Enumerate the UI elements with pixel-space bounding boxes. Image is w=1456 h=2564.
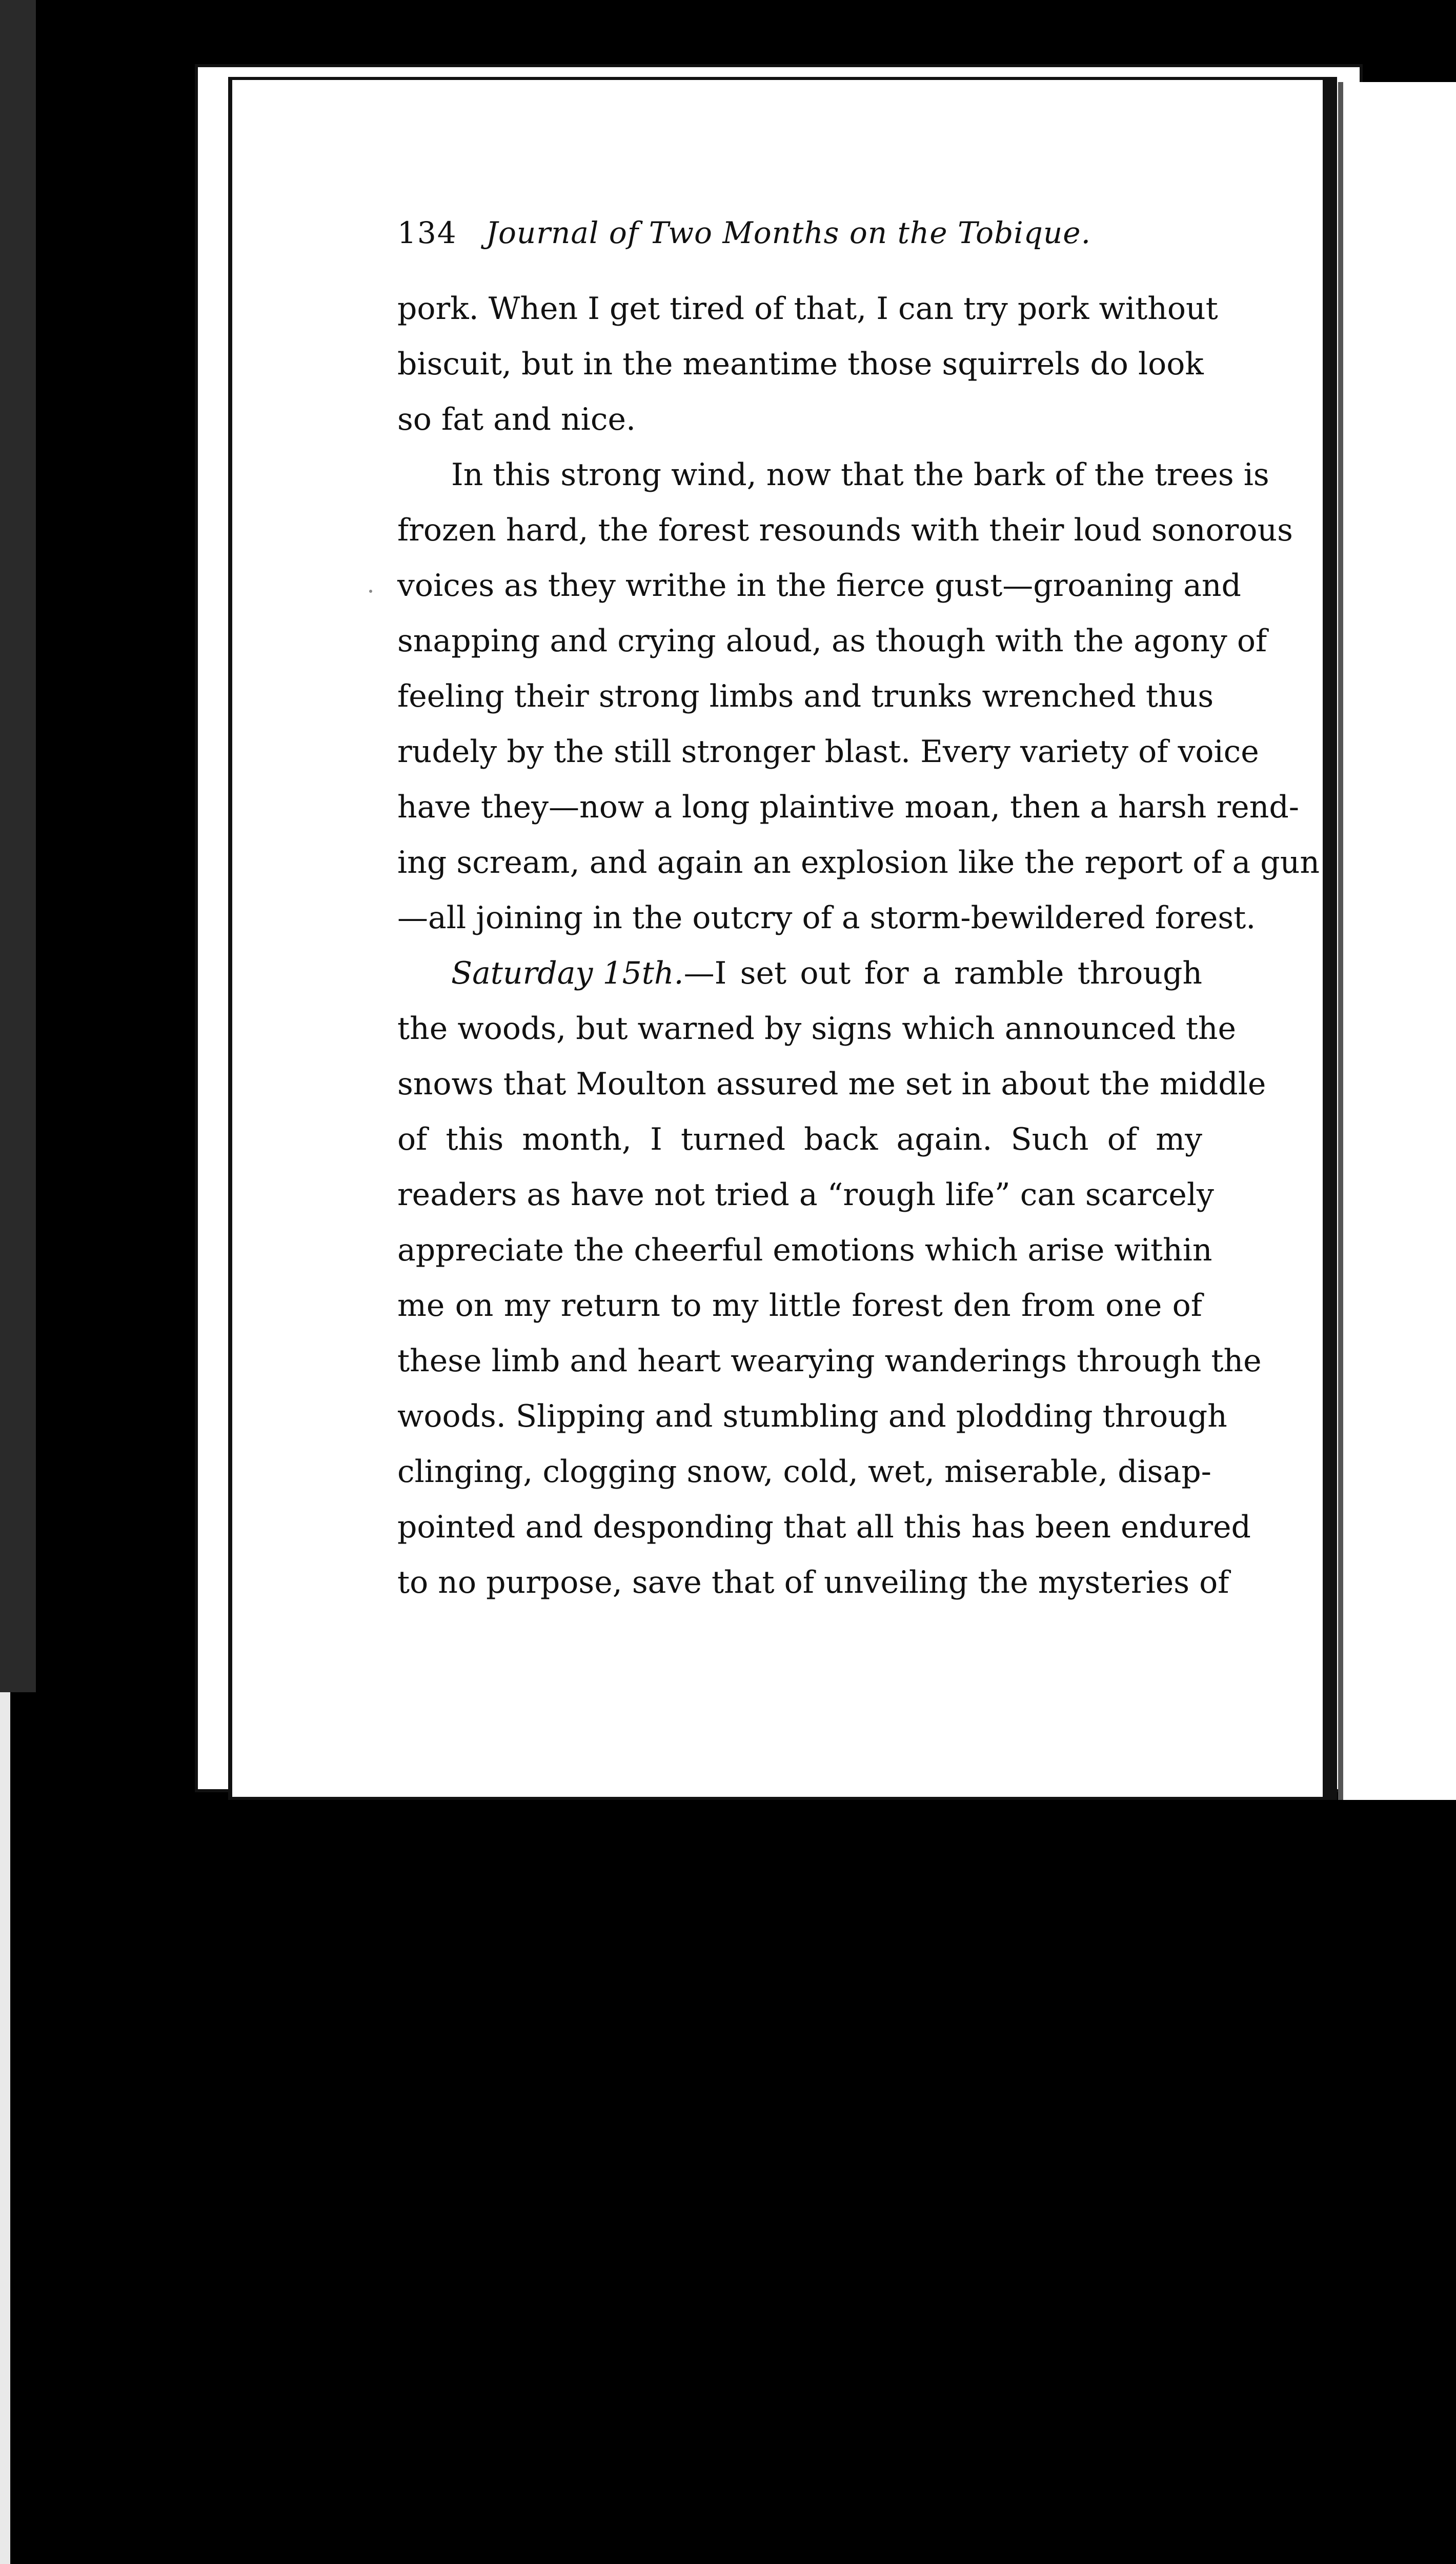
text-line: have they—now a long plaintive moan, then a harsh rend- [397,789,1300,825]
text-line: snapping and crying aloud, as though with the agony of [397,623,1267,659]
text-line: readers as have not tried a “rough life” can scarcely [397,1177,1214,1213]
text-line [397,946,1202,1001]
body-text [397,281,1320,1610]
book-spine [1323,77,1337,1800]
book-page-edges [0,0,36,1692]
text-line: the woods, but warned by signs which announced the [397,1011,1237,1047]
print-speck [369,590,372,593]
text-line: feeling their strong limbs and trunks wrenched thus [397,678,1214,714]
text-line: pork. When I get tired of that, I can try pork without [397,291,1218,327]
text-line: voices as they writhe in the fierce gust—groaning and [397,568,1241,604]
text-line: me on my return to my little forest den from one of [397,1288,1202,1324]
text-line: In this strong wind, now that the bark of the trees is [451,457,1269,493]
text-line: so fat and nice. [397,402,636,437]
date-heading: Saturday 15th. [451,955,684,991]
text-line: ing scream, and again an explosion like the report of a gun [397,845,1320,880]
text-line: clinging, clogging snow, cold, wet, miserable, disap- [397,1454,1211,1490]
text-line: of this month, I turned back again. Such of my [397,1121,1202,1157]
running-title: Journal of Two Months on the Tobique. [486,215,1091,250]
page-number: 134 [397,215,457,250]
text-line: snows that Moulton assured me set in about the middle [397,1066,1266,1102]
text-line: these limb and heart wearying wanderings through the [397,1343,1262,1379]
text-line-rest: —I set out for a ramble through [683,955,1202,991]
text-line: rudely by the still stronger blast. Every variety of voice [397,734,1259,770]
facing-page-shadow [1338,82,1343,1800]
paragraph [397,946,1266,1610]
book-page-edges [0,1692,10,2564]
text-line: frozen hard, the forest resounds with their loud sonorous [397,512,1293,548]
text-line: pointed and desponding that all this has been endured [397,1509,1251,1545]
paragraph [397,447,1320,946]
paragraph [397,281,1218,447]
text-line: appreciate the cheerful emotions which arise within [397,1232,1212,1268]
facing-page [1343,82,1456,1800]
text-line: to no purpose, save that of unveiling the mysteries of [397,1565,1229,1600]
text-line: —all joining in the outcry of a storm-bewildered forest. [397,900,1256,936]
text-line: woods. Slipping and stumbling and plodding through [397,1398,1227,1434]
text-line: biscuit, but in the meantime those squirrels do look [397,346,1204,382]
running-header [397,215,1115,262]
